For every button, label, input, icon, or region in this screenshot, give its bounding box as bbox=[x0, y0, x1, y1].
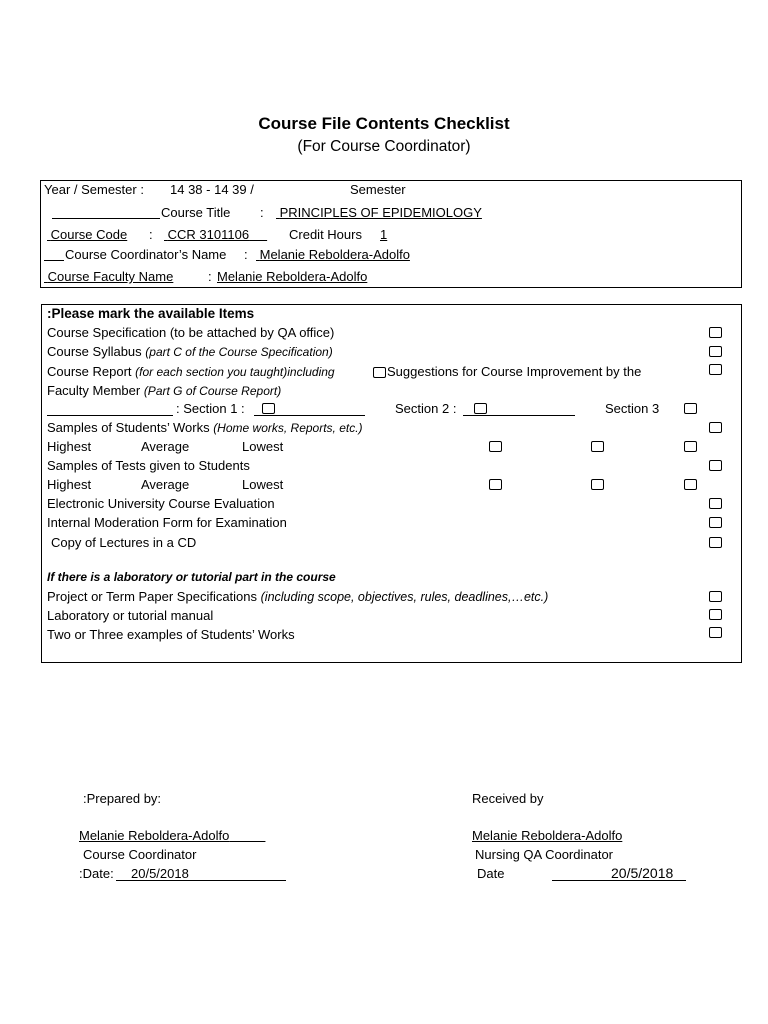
year-semester-label: Year / Semester : bbox=[44, 182, 144, 197]
section-3-label: Section 3 bbox=[605, 401, 660, 416]
prepared-name[interactable]: Melanie Reboldera-Adolfo bbox=[79, 828, 230, 843]
checkbox-suggestions[interactable] bbox=[373, 367, 386, 378]
item-electronic-eval: Electronic University Course Evaluation bbox=[47, 496, 275, 511]
checkbox-section-2[interactable] bbox=[474, 403, 487, 414]
year-semester-value[interactable]: 14 38 - 14 39 / bbox=[170, 182, 254, 197]
works-average-label: Average bbox=[141, 439, 190, 454]
prepared-date-value[interactable]: 20/5/2018 bbox=[131, 866, 189, 881]
item-course-report: Course Report (for each section you taught)including bbox=[47, 364, 335, 379]
course-title-blank bbox=[52, 218, 160, 219]
item-samples-works: Samples of Students’ Works (Home works, Reports, etc.) bbox=[47, 420, 363, 435]
checkbox-lectures-cd[interactable] bbox=[709, 537, 722, 548]
section-blank bbox=[47, 415, 173, 416]
prepared-date-label: :Date: bbox=[79, 866, 114, 881]
item-moderation: Internal Moderation Form for Examination bbox=[47, 515, 287, 530]
coordinator-label: Course Coordinator’s Name bbox=[65, 247, 227, 262]
checkbox-tests-lowest[interactable] bbox=[684, 479, 697, 490]
coordinator-colon: : bbox=[244, 247, 248, 262]
tests-average-label: Average bbox=[141, 477, 190, 492]
credit-hours-value[interactable]: 1 bbox=[380, 227, 388, 242]
checkbox-course-report[interactable] bbox=[709, 364, 722, 375]
section-2-line bbox=[463, 415, 575, 416]
received-date-value[interactable]: 20/5/2018 bbox=[611, 865, 674, 881]
checkbox-samples-works[interactable] bbox=[709, 422, 722, 433]
item-syllabus: Course Syllabus (part C of the Course Specification) bbox=[47, 344, 333, 359]
course-code-colon: : bbox=[149, 227, 153, 242]
course-code-value[interactable]: CCR 3101106 bbox=[167, 227, 250, 242]
item-samples-tests: Samples of Tests given to Students bbox=[47, 458, 250, 473]
received-role: Nursing QA Coordinator bbox=[475, 847, 614, 862]
credit-hours-label: Credit Hours bbox=[289, 227, 362, 242]
works-highest-label: Highest bbox=[47, 439, 92, 454]
faculty-name-colon: : bbox=[208, 269, 212, 284]
checklist-heading: :Please mark the available Items bbox=[47, 306, 255, 321]
course-title-label: Course Title bbox=[161, 205, 231, 220]
prepared-role: Course Coordinator bbox=[83, 847, 197, 862]
works-lowest-label: Lowest bbox=[242, 439, 284, 454]
item-project-spec: Project or Term Paper Specifications (including scope, objectives, rules, deadlines,…etc.) bbox=[47, 589, 549, 604]
item-lectures-cd: Copy of Lectures in a CD bbox=[51, 535, 197, 550]
page-title: Course File Contents Checklist bbox=[258, 114, 510, 133]
checkbox-section-1[interactable] bbox=[262, 403, 275, 414]
checkbox-works-average[interactable] bbox=[591, 441, 604, 452]
section-1-label: : Section 1 : bbox=[176, 401, 245, 416]
item-suggestions: Suggestions for Course Improvement by the bbox=[387, 364, 642, 379]
checkbox-samples-tests[interactable] bbox=[709, 460, 722, 471]
course-title-value[interactable]: PRINCIPLES OF EPIDEMIOLOGY bbox=[279, 205, 482, 220]
coordinator-value[interactable]: Melanie Reboldera-Adolfo bbox=[259, 247, 410, 262]
prepared-by-label: :Prepared by: bbox=[83, 791, 162, 806]
received-by-label: Received by bbox=[472, 791, 544, 806]
semester-label: Semester bbox=[350, 182, 406, 197]
item-two-three-examples: Two or Three examples of Students’ Works bbox=[47, 627, 295, 642]
received-name[interactable]: Melanie Reboldera-Adolfo bbox=[472, 828, 623, 843]
received-date-label: Date bbox=[477, 866, 505, 881]
section-2-label: Section 2 : bbox=[395, 401, 457, 416]
checkbox-works-highest[interactable] bbox=[489, 441, 502, 452]
checkbox-electronic-eval[interactable] bbox=[709, 498, 722, 509]
item-lab-manual: Laboratory or tutorial manual bbox=[47, 608, 214, 623]
checkbox-section-3[interactable] bbox=[684, 403, 697, 414]
checkbox-syllabus[interactable] bbox=[709, 346, 722, 357]
item-faculty-member: Faculty Member (Part G of Course Report) bbox=[47, 383, 282, 398]
checkbox-tests-average[interactable] bbox=[591, 479, 604, 490]
page-subtitle: (For Course Coordinator) bbox=[297, 138, 471, 155]
checkbox-works-lowest[interactable] bbox=[684, 441, 697, 452]
course-title-colon: : bbox=[260, 205, 264, 220]
checkbox-project-spec[interactable] bbox=[709, 591, 722, 602]
faculty-name-label: Course Faculty Name bbox=[47, 269, 174, 284]
checkbox-tests-highest[interactable] bbox=[489, 479, 502, 490]
checkbox-two-three-examples[interactable] bbox=[709, 627, 722, 638]
checkbox-lab-manual[interactable] bbox=[709, 609, 722, 620]
checkbox-moderation[interactable] bbox=[709, 517, 722, 528]
checkbox-course-spec[interactable] bbox=[709, 327, 722, 338]
tests-highest-label: Highest bbox=[47, 477, 92, 492]
section-1-line bbox=[254, 415, 365, 416]
item-course-spec: Course Specification (to be attached by QA office) bbox=[47, 325, 335, 340]
coordinator-blank bbox=[44, 260, 64, 261]
course-code-label: Course Code bbox=[50, 227, 128, 242]
lab-heading: If there is a laboratory or tutorial part in the course bbox=[47, 570, 336, 584]
faculty-name-value[interactable]: Melanie Reboldera-Adolfo bbox=[217, 269, 368, 284]
tests-lowest-label: Lowest bbox=[242, 477, 284, 492]
